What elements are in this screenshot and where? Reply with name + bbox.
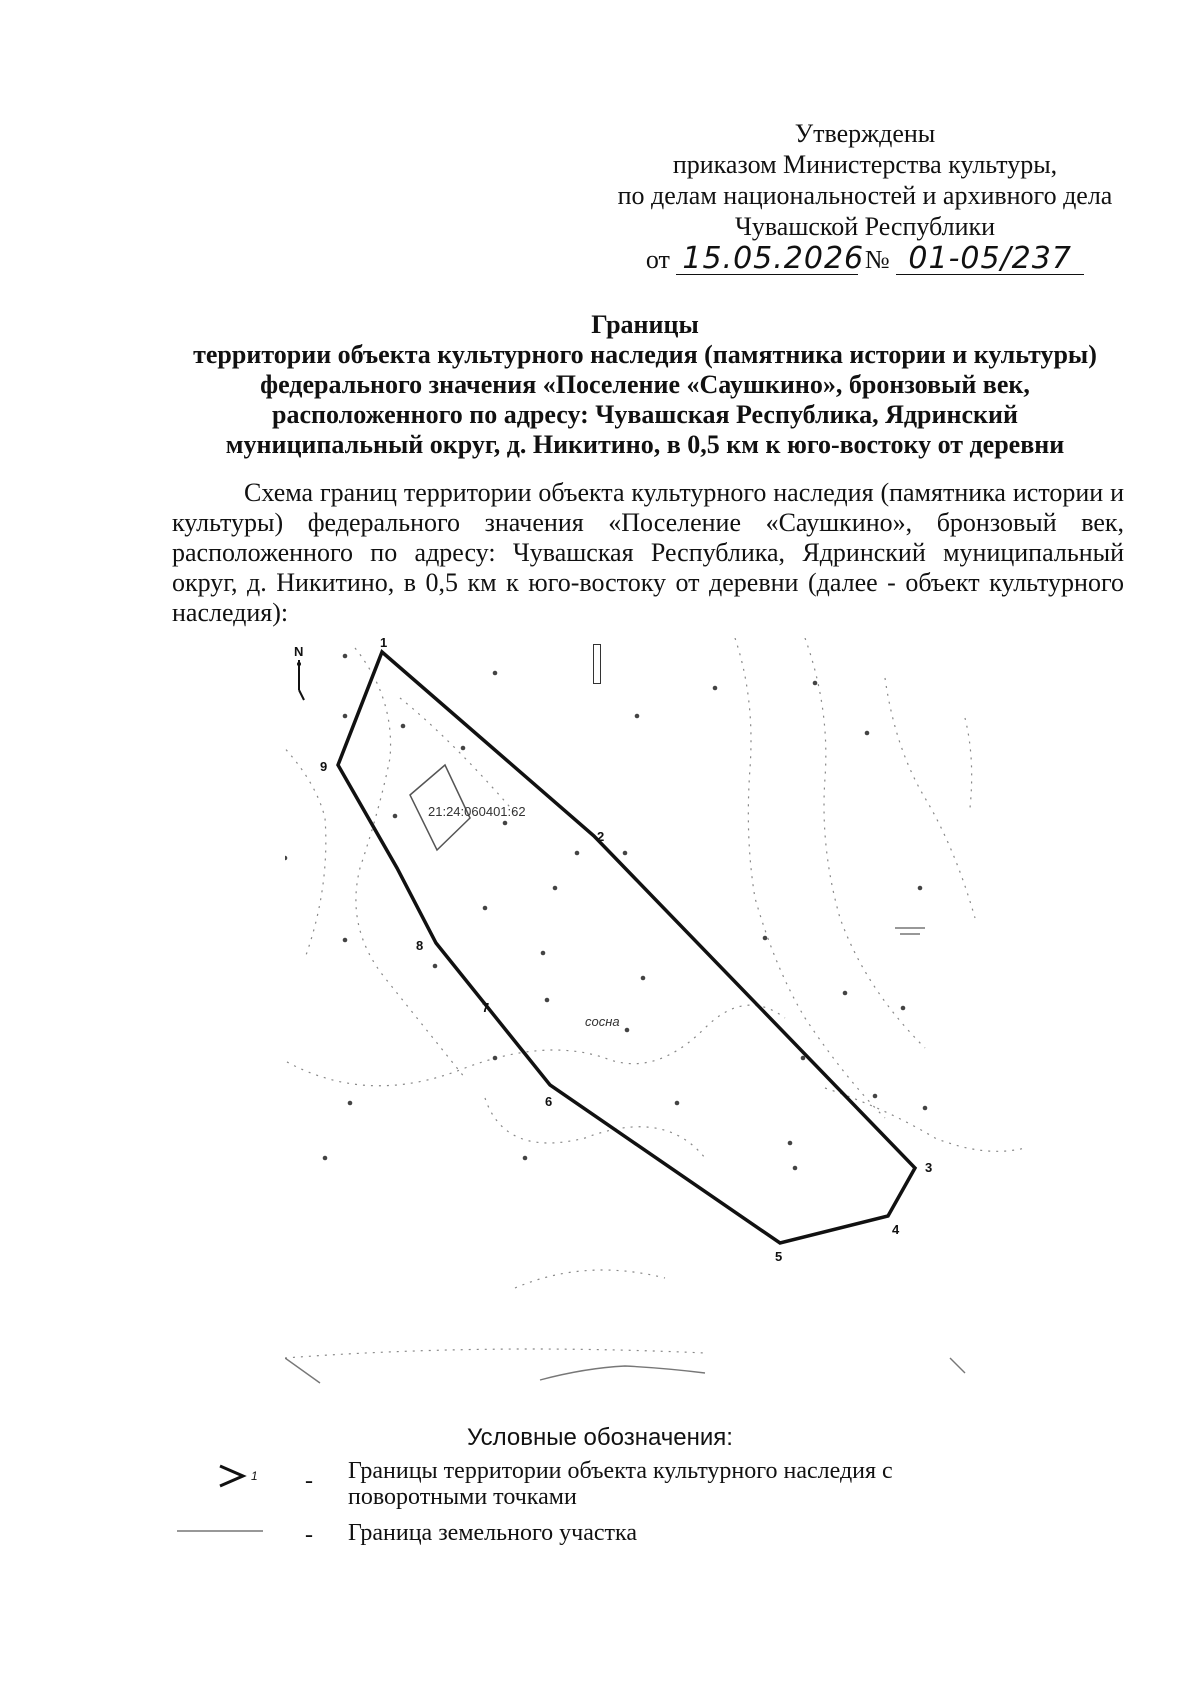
land-parcel bbox=[410, 765, 526, 850]
turning-point-7: 7 bbox=[482, 1000, 490, 1015]
turning-point-9: 9 bbox=[320, 759, 328, 774]
turning-point-5: 5 bbox=[775, 1249, 783, 1264]
turning-point-4: 4 bbox=[892, 1222, 900, 1237]
scale-marker bbox=[593, 644, 601, 684]
title-line-3: федерального значения «Поселение «Саушкино», бронзовый век, bbox=[260, 370, 1030, 399]
approval-line-2: приказом Министерства культуры, bbox=[672, 150, 1058, 179]
legend-text-2: Граница земельного участка bbox=[348, 1520, 637, 1546]
approval-line-4: Чувашской Республики bbox=[734, 212, 996, 241]
legend-dash-2: - bbox=[305, 1522, 313, 1548]
north-arrow-icon bbox=[294, 644, 304, 700]
legend-item-boundary bbox=[185, 1458, 945, 1518]
boundary-symbol-label: 1 bbox=[251, 1469, 258, 1483]
turning-points bbox=[320, 638, 932, 1264]
north-label: N bbox=[294, 644, 304, 659]
boundary-scheme-map bbox=[285, 638, 1045, 1388]
paragraph-text: Схема границ территории объекта культурного наследия (памятника истории и культуры) федерального значения «Поселение «Саушкино», бронзовый век, расположенного по адресу: Чувашская Республика, Ядринский муниципальный округ, д. Никитино, в 0,5 км к юго-востоку от деревни (далее - объект культурного наследия): bbox=[172, 478, 1124, 627]
tree-label: сосна bbox=[585, 1014, 620, 1029]
turning-point-6: 6 bbox=[545, 1094, 553, 1109]
turning-point-8: 8 bbox=[416, 938, 424, 953]
terrain-contours bbox=[285, 638, 1025, 1358]
title-line-2: территории объекта культурного наследия (памятника истории и культуры) bbox=[193, 340, 1097, 369]
title-line-5: муниципальный округ, д. Никитино, в 0,5 км к юго-востоку от деревни bbox=[225, 430, 1065, 459]
title-line-4: расположенного по адресу: Чувашская Республика, Ядринский bbox=[272, 400, 1018, 429]
document-title bbox=[150, 310, 1140, 460]
legend-dash-1: - bbox=[305, 1468, 313, 1494]
number-prefix: № bbox=[864, 245, 890, 274]
turning-point-2: 2 bbox=[597, 829, 605, 844]
approval-line-1: Утверждены bbox=[794, 119, 936, 148]
approval-block bbox=[560, 118, 1170, 275]
handwritten-date: 15.05.2026 bbox=[676, 244, 858, 275]
legend-item-parcel bbox=[185, 1520, 945, 1550]
boundary-symbol-icon bbox=[185, 1458, 265, 1498]
parcel-cadastral-number: 21:24:060401:62 bbox=[428, 804, 526, 819]
terrain-lines bbox=[285, 928, 965, 1383]
handwritten-number: 01-05/237 bbox=[896, 244, 1084, 275]
legend-title: Условные обозначения: bbox=[467, 1424, 733, 1451]
map-symbols bbox=[285, 654, 927, 1171]
heritage-boundary bbox=[338, 652, 915, 1243]
legend-text-1: Границы территории объекта культурного наследия с поворотными точками bbox=[348, 1458, 893, 1510]
turning-point-3: 3 bbox=[925, 1160, 933, 1175]
approval-date-line bbox=[560, 241, 1170, 276]
scheme-description bbox=[172, 478, 1124, 628]
turning-point-1: 1 bbox=[380, 638, 388, 650]
title-line-1: Границы bbox=[591, 310, 699, 339]
parcel-line-symbol-icon bbox=[175, 1520, 265, 1540]
date-prefix: от bbox=[645, 245, 670, 274]
approval-line-3: по делам национальностей и архивного дела bbox=[617, 181, 1113, 210]
